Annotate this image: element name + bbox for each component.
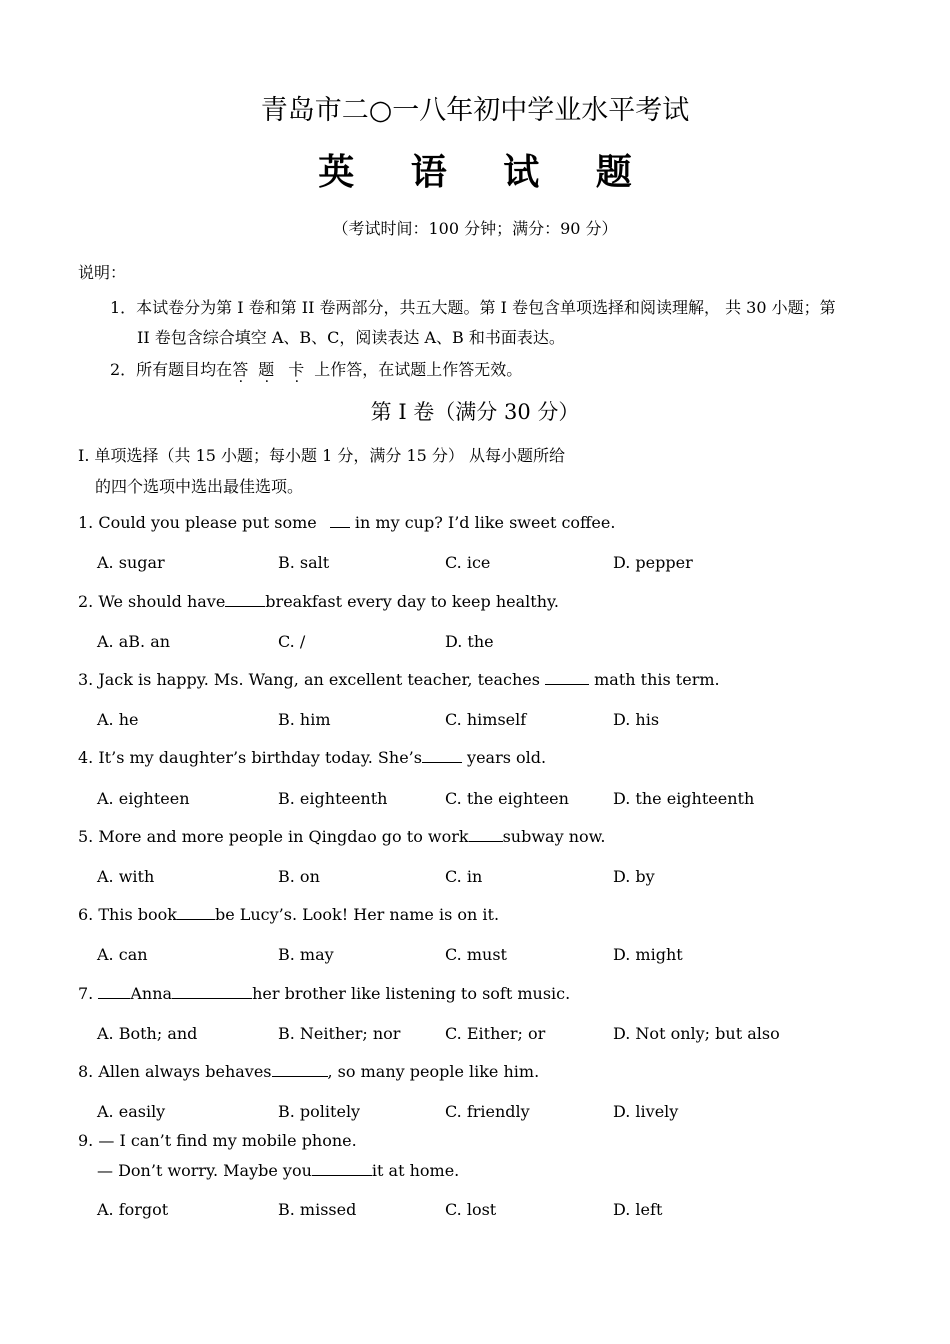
option-c: C. the eighteen: [445, 789, 569, 808]
exam-info: （考试时间：100 分钟；满分：90 分）: [332, 219, 618, 238]
option-a: A. he: [97, 710, 139, 729]
option-d: D. Not only; but also: [613, 1024, 780, 1043]
question-text: 8. Allen always behaves: [78, 1062, 272, 1081]
question-text: , so many people like him.: [327, 1062, 540, 1081]
answer-blank: [272, 1062, 328, 1077]
question-8: [78, 1062, 539, 1082]
question-text: 7.: [78, 984, 99, 1003]
answer-blank: [172, 984, 252, 999]
option-a: A. with: [97, 867, 155, 886]
option-c: C. himself: [445, 710, 527, 729]
question-text: in my cup? I’d like sweet coffee.: [349, 513, 616, 532]
answer-blank: [422, 748, 462, 763]
option-d: D. might: [613, 945, 683, 964]
option-b: B. Neither; nor: [278, 1024, 401, 1043]
answer-blank: [177, 905, 215, 920]
section-title: 第 I 卷（满分 30 分）: [370, 400, 580, 424]
option-c: C. friendly: [445, 1102, 530, 1121]
question-text: 3. Jack is happy. Ms. Wang, an excellent teacher, teaches: [78, 670, 546, 689]
option-b: B. eighteenth: [278, 789, 388, 808]
question-3: [78, 670, 720, 690]
option-a: A. forgot: [97, 1200, 169, 1219]
question-2: [78, 592, 559, 612]
question-text: math this term.: [589, 670, 720, 689]
option-d: D. by: [613, 867, 655, 886]
question-5: [78, 827, 606, 847]
option-d: D. the eighteenth: [613, 789, 755, 808]
option-b: B. may: [278, 945, 334, 964]
option-c: C. lost: [445, 1200, 497, 1219]
question-9-line-2: [97, 1161, 459, 1181]
emphasis-char: 卡: [288, 360, 305, 379]
answer-blank: [545, 670, 589, 685]
question-text: 5. More and more people in Qingdao go to work: [78, 827, 469, 846]
option-c: C. Either; or: [445, 1024, 546, 1043]
option-b: B. politely: [278, 1102, 361, 1121]
question-7: [78, 984, 570, 1004]
option-c: C. must: [445, 945, 507, 964]
option-a: A. Both; and: [97, 1024, 198, 1043]
option-a: A. eighteen: [97, 789, 190, 808]
option-a: A. can: [97, 945, 148, 964]
question-9-line-1: 9. — I can’t find my mobile phone.: [78, 1131, 357, 1150]
option-d: D. the: [445, 632, 494, 651]
question-text: 1. Could you please put some: [78, 513, 322, 532]
instruction-2-prefix: 2．所有题目均在: [110, 360, 233, 379]
answer-blank: [469, 827, 503, 842]
question-1: [78, 513, 615, 533]
option-b: B. on: [278, 867, 320, 886]
question-text: 2. We should have: [78, 592, 226, 611]
option-c: C. /: [278, 632, 306, 651]
option-a: A. sugar: [97, 553, 165, 572]
question-4: [78, 748, 546, 768]
option-d: D. his: [613, 710, 660, 729]
instruction-1-line-1: 1．本试卷分为第 I 卷和第 II 卷两部分，共五大题。第 I 卷包含单项选择和阅读理解， 共 30 小题；第: [110, 298, 836, 317]
option-b: B. him: [278, 710, 331, 729]
part-instructions-line-1: I. 单项选择（共 15 小题；每小题 1 分，满分 15 分） 从每小题所给: [78, 446, 565, 465]
option-b: B. missed: [278, 1200, 357, 1219]
option-a: A. easily: [97, 1102, 166, 1121]
question-text: it at home.: [371, 1161, 460, 1180]
emphasis-char: 题: [258, 360, 275, 379]
question-text: 4. It’s my daughter’s birthday today. She’s: [78, 748, 422, 767]
option-b: B. salt: [278, 553, 330, 572]
question-text: years old.: [461, 748, 547, 767]
question-text: breakfast every day to keep healthy.: [265, 592, 560, 611]
question-text: — Don’t worry. Maybe you: [97, 1161, 312, 1180]
answer-blank: [312, 1161, 372, 1176]
question-text: her brother like listening to soft music.: [252, 984, 571, 1003]
exam-title: 青岛市二○一八年初中学业水平考试: [260, 95, 690, 126]
option-d: D. left: [613, 1200, 663, 1219]
option-d: D. pepper: [613, 553, 693, 572]
instructions-heading: 说明：: [78, 263, 127, 282]
question-text: 6. This book: [78, 905, 177, 924]
question-text: Anna: [130, 984, 173, 1003]
answer-blank: [98, 984, 130, 999]
subject-title: 英 语 试 题: [318, 152, 654, 193]
answer-blank: [330, 513, 350, 528]
part-instructions-line-2: 的四个选项中选出最佳选项。: [95, 477, 304, 496]
instruction-2: [110, 360, 522, 380]
instruction-2-suffix: 上作答，在试题上作答无效。: [314, 360, 523, 379]
question-6: [78, 905, 499, 925]
question-text: subway now.: [502, 827, 606, 846]
option-c: C. ice: [445, 553, 491, 572]
question-text: be Lucy’s. Look! Her name is on it.: [214, 905, 500, 924]
option-a: A. aB. an: [97, 632, 171, 651]
instruction-1-line-2: II 卷包含综合填空 A、B、C，阅读表达 A、B 和书面表达。: [137, 328, 565, 347]
answer-blank: [225, 592, 265, 607]
emphasis-char: 答: [232, 360, 249, 379]
option-c: C. in: [445, 867, 483, 886]
option-d: D. lively: [613, 1102, 679, 1121]
